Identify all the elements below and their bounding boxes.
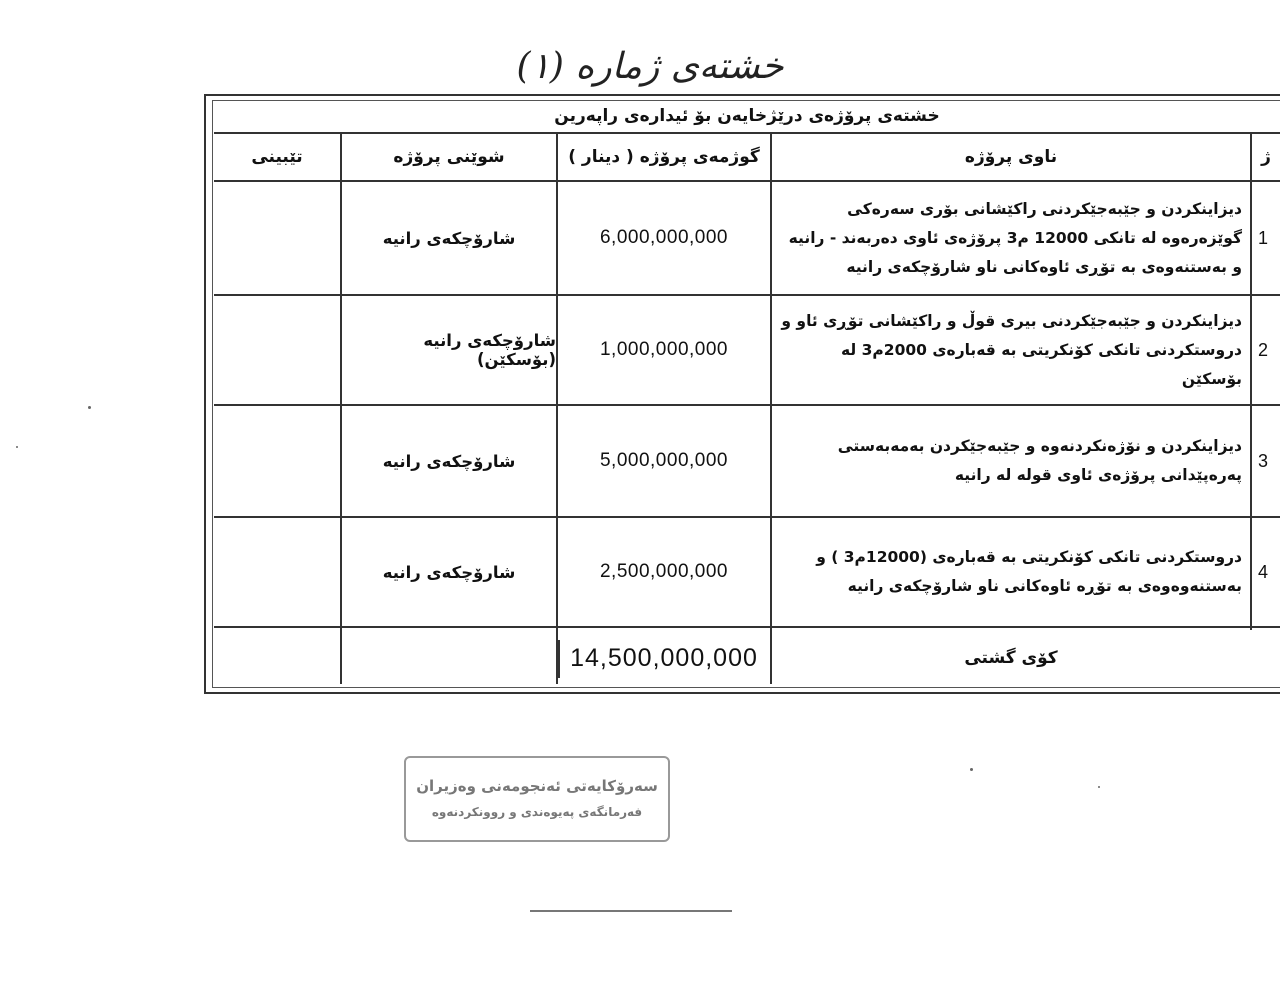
row-1-cost: 6,000,000,000 <box>599 227 728 248</box>
row-4-cost: 2,500,000,000 <box>599 561 728 582</box>
row-2-notes <box>214 296 340 404</box>
row-4-project-name: دروستکردنی تانکی کۆنکریتی بە قەبارەی (12000م3 ) و بەستنەوەوەی بە تۆڕە ئاوەکانی ناو شارۆچکەی رانیە <box>816 548 1242 595</box>
stamp-line-2: فەرمانگەی پەیوەندی و روونکردنەوە <box>431 805 643 819</box>
row-1-project-name: دیزاینکردن و جێبەجێکردنی راکێشانی بۆری سەرەکی گوێزەرەوە لە تانکی 12000 م3 پرۆژەی ئاوی دەربەند - رانیە و بەستنەوەی بە تۆڕی ئاوەکانی ناو شارۆچکەی رانیە <box>788 199 1242 276</box>
row-3-location: شارۆچکەی رانیە <box>382 451 516 471</box>
header-location: شوێنی پرۆژە <box>393 147 505 167</box>
scan-speck <box>1098 786 1100 788</box>
total-value: 14,500,000,000 <box>570 643 758 672</box>
header-project-name: ناوی پرۆژە <box>964 147 1058 167</box>
row-1-notes <box>214 182 340 294</box>
row-3-index: 3 <box>1258 450 1269 471</box>
scan-speck <box>88 406 91 409</box>
row-3-cost: 5,000,000,000 <box>599 450 728 471</box>
row-3-notes <box>214 406 340 516</box>
row-2-project-name: دیزاینکردن و جێبەجێکردنی بیری قوڵ و راکێشانی تۆڕی ئاو و دروستکردنی تانکی کۆنکریتی بە قەبارەی 2000م3 لە بۆسکێن <box>781 311 1242 388</box>
row-2-cost: 1,000,000,000 <box>599 339 728 360</box>
signature-rule <box>530 910 732 912</box>
header-index: ژ <box>1261 147 1271 167</box>
row-1-index: 1 <box>1258 227 1269 248</box>
row-4-index: 4 <box>1258 561 1269 582</box>
row-2-index: 2 <box>1258 339 1269 360</box>
table-title: خشتەی پرۆژەی درێژخایەن بۆ ئیدارەی راپەرین <box>554 106 940 126</box>
scan-speck <box>970 768 973 771</box>
row-4-notes <box>214 518 340 626</box>
official-stamp <box>404 756 670 842</box>
stamp-line-1: سەرۆکایەتی ئەنجومەنی وەزیران <box>416 777 658 795</box>
scan-speck <box>16 446 18 448</box>
row-1-location: شارۆچکەی رانیە <box>382 228 516 248</box>
header-notes: تێبینی <box>251 147 303 167</box>
row-3-project-name: دیزاینکردن و نۆژەنکردنەوە و جێبەجێکردن بەمەبەستی پەرەپێدانی پرۆژەی ئاوی قولە لە رانیە <box>837 437 1242 484</box>
row-2-location: شارۆچکەی رانیە (بۆسکێن) <box>423 331 556 369</box>
row-4-location: شارۆچکەی رانیە <box>382 562 516 582</box>
header-cost: گوژمەی پرۆژە ( دینار ) <box>568 147 760 167</box>
document-heading: خشتەی ژمارە (١) <box>516 46 784 87</box>
total-label: کۆی گشتی <box>964 648 1058 668</box>
